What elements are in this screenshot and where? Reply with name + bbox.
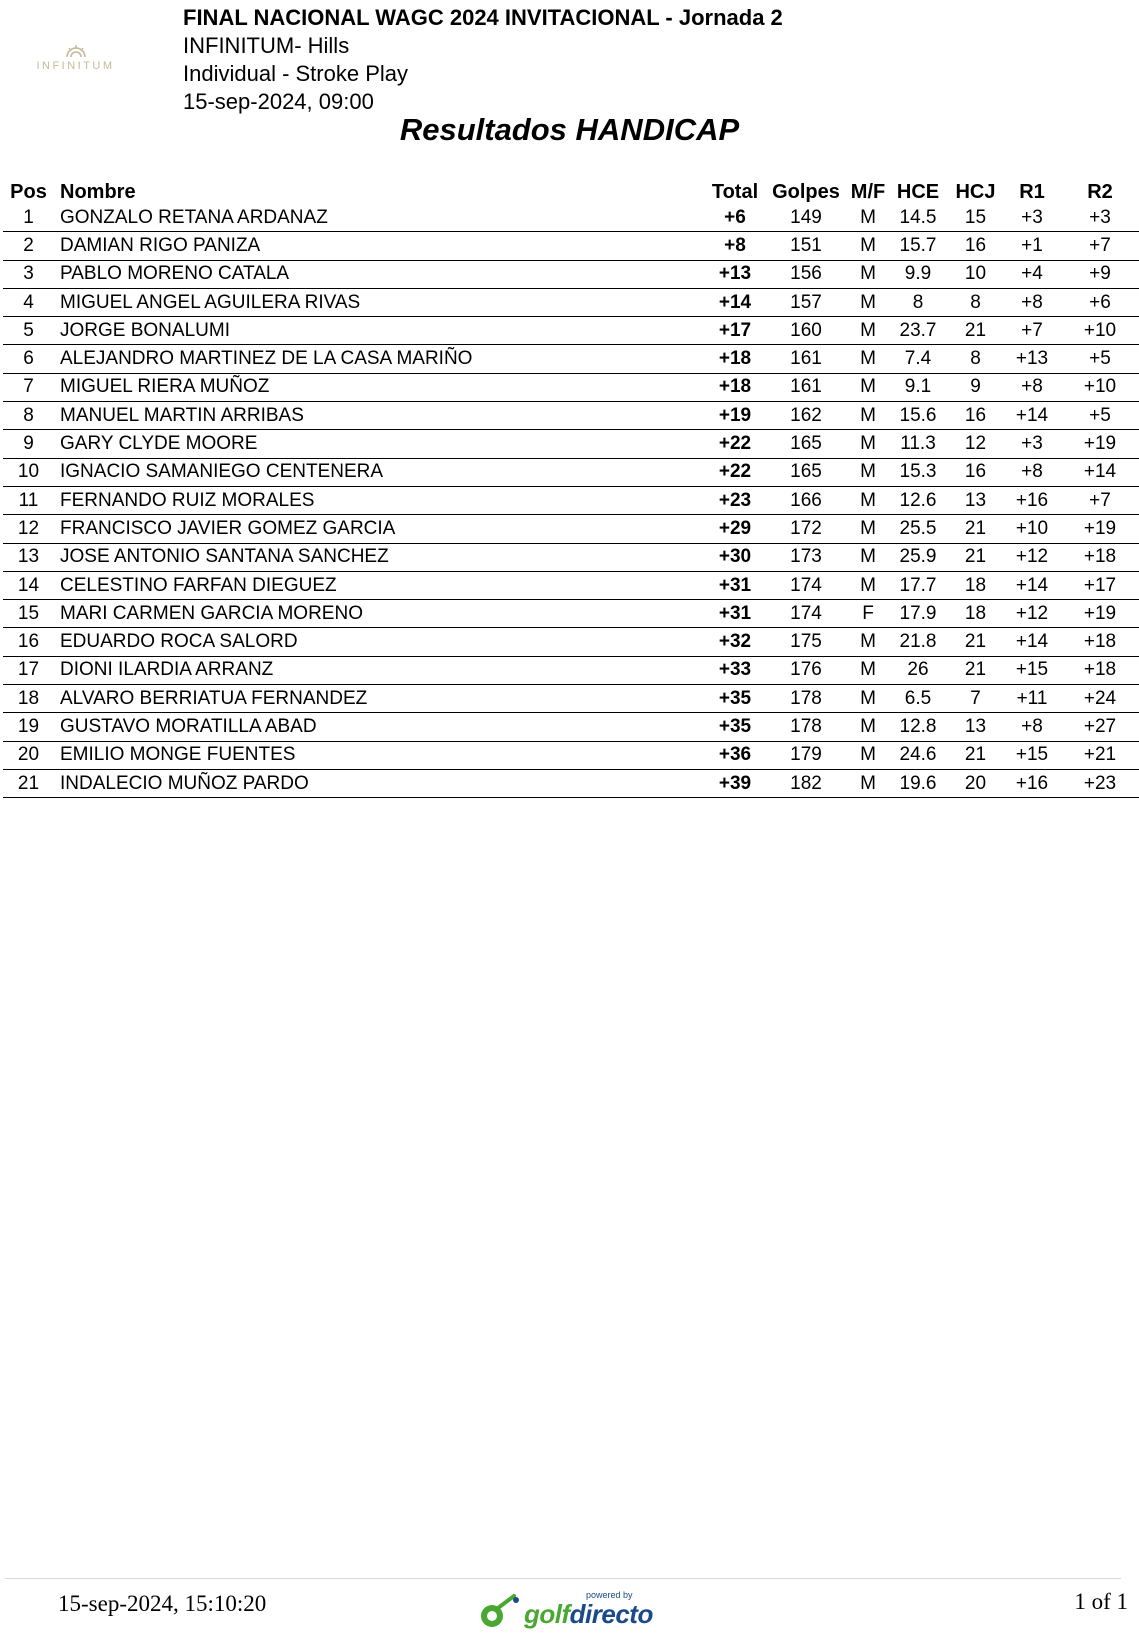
cell-hcj: 18 <box>948 600 1003 628</box>
cell-r2: +10 <box>1061 317 1139 345</box>
cell-r2: +9 <box>1061 260 1139 288</box>
table-row <box>3 571 1139 599</box>
cell-r2: +18 <box>1061 656 1139 684</box>
cell-r2: +5 <box>1061 345 1139 373</box>
cell-total: +39 <box>706 769 764 797</box>
cell-mf: M <box>848 317 888 345</box>
cell-nombre: JOSE ANTONIO SANTANA SANCHEZ <box>54 543 706 571</box>
table-header-row <box>3 176 1139 204</box>
cell-total: +32 <box>706 628 764 656</box>
cell-total: +18 <box>706 345 764 373</box>
cell-hcj: 16 <box>948 402 1003 430</box>
cell-r1: +12 <box>1003 600 1061 628</box>
cell-r1: +8 <box>1003 288 1061 316</box>
cell-r2: +18 <box>1061 543 1139 571</box>
cell-hcj: 16 <box>948 232 1003 260</box>
cell-mf: M <box>848 232 888 260</box>
table-row <box>3 628 1139 656</box>
cell-nombre: MARI CARMEN GARCIA MORENO <box>54 600 706 628</box>
cell-golpes: 157 <box>764 288 848 316</box>
cell-hcj: 20 <box>948 769 1003 797</box>
cell-hcj: 13 <box>948 486 1003 514</box>
cell-mf: M <box>848 741 888 769</box>
cell-hcj: 21 <box>948 656 1003 684</box>
cell-pos: 3 <box>3 260 54 288</box>
cell-r1: +14 <box>1003 571 1061 599</box>
cell-hce: 23.7 <box>888 317 948 345</box>
cell-total: +6 <box>706 204 764 232</box>
cell-r1: +14 <box>1003 402 1061 430</box>
cell-mf: M <box>848 430 888 458</box>
powered-by-text: powered by <box>586 1590 633 1600</box>
cell-r2: +18 <box>1061 628 1139 656</box>
cell-r2: +7 <box>1061 486 1139 514</box>
cell-hcj: 21 <box>948 515 1003 543</box>
cell-golpes: 182 <box>764 769 848 797</box>
cell-golpes: 179 <box>764 741 848 769</box>
cell-nombre: EMILIO MONGE FUENTES <box>54 741 706 769</box>
cell-r2: +24 <box>1061 685 1139 713</box>
cell-hce: 9.1 <box>888 373 948 401</box>
infinitum-logo <box>28 44 123 72</box>
table-row <box>3 232 1139 260</box>
cell-pos: 15 <box>3 600 54 628</box>
col-hce: HCE <box>896 181 940 203</box>
cell-hce: 8 <box>888 288 948 316</box>
table-row <box>3 260 1139 288</box>
cell-total: +36 <box>706 741 764 769</box>
cell-hce: 17.7 <box>888 571 948 599</box>
cell-nombre: EDUARDO ROCA SALORD <box>54 628 706 656</box>
cell-total: +13 <box>706 260 764 288</box>
cell-golpes: 174 <box>764 600 848 628</box>
cell-mf: M <box>848 402 888 430</box>
cell-total: +29 <box>706 515 764 543</box>
table-row <box>3 288 1139 316</box>
cell-r1: +12 <box>1003 543 1061 571</box>
sunrise-icon <box>65 44 87 58</box>
cell-r1: +11 <box>1003 685 1061 713</box>
cell-total: +35 <box>706 685 764 713</box>
cell-r1: +10 <box>1003 515 1061 543</box>
cell-hcj: 8 <box>948 288 1003 316</box>
round-datetime: 15-sep-2024, 09:00 <box>183 89 374 114</box>
cell-total: +31 <box>706 600 764 628</box>
cell-hce: 26 <box>888 656 948 684</box>
golfdirecto-brand <box>478 1590 653 1630</box>
printed-datetime: 15-sep-2024, 15:10:20 <box>58 1591 267 1616</box>
cell-mf: M <box>848 571 888 599</box>
cell-pos: 17 <box>3 656 54 684</box>
tournament-title: FINAL NACIONAL WAGC 2024 INVITACIONAL - Jornada 2 <box>183 5 783 30</box>
cell-hce: 24.6 <box>888 741 948 769</box>
cell-r2: +3 <box>1061 204 1139 232</box>
table-row <box>3 543 1139 571</box>
cell-golpes: 178 <box>764 713 848 741</box>
cell-total: +8 <box>706 232 764 260</box>
cell-hce: 6.5 <box>888 685 948 713</box>
logo-text: INFINITUM <box>36 60 115 72</box>
cell-pos: 16 <box>3 628 54 656</box>
table-row <box>3 741 1139 769</box>
cell-r1: +14 <box>1003 628 1061 656</box>
cell-pos: 8 <box>3 402 54 430</box>
col-mf: M/F <box>850 181 886 203</box>
cell-hce: 25.5 <box>888 515 948 543</box>
cell-pos: 14 <box>3 571 54 599</box>
cell-pos: 9 <box>3 430 54 458</box>
cell-hce: 15.6 <box>888 402 948 430</box>
cell-mf: M <box>848 543 888 571</box>
cell-nombre: PABLO MORENO CATALA <box>54 260 706 288</box>
cell-mf: M <box>848 685 888 713</box>
cell-nombre: DIONI ILARDIA ARRANZ <box>54 656 706 684</box>
cell-hcj: 13 <box>948 713 1003 741</box>
table-row <box>3 713 1139 741</box>
cell-golpes: 172 <box>764 515 848 543</box>
cell-r2: +14 <box>1061 458 1139 486</box>
cell-mf: M <box>848 204 888 232</box>
cell-mf: M <box>848 713 888 741</box>
cell-total: +19 <box>706 402 764 430</box>
cell-golpes: 149 <box>764 204 848 232</box>
cell-golpes: 173 <box>764 543 848 571</box>
cell-nombre: DAMIAN RIGO PANIZA <box>54 232 706 260</box>
cell-mf: M <box>848 628 888 656</box>
cell-pos: 11 <box>3 486 54 514</box>
cell-hcj: 15 <box>948 204 1003 232</box>
table-row <box>3 373 1139 401</box>
cell-nombre: FRANCISCO JAVIER GOMEZ GARCIA <box>54 515 706 543</box>
col-total: Total <box>711 181 759 203</box>
brand-directo: directo <box>569 1599 653 1629</box>
cell-mf: M <box>848 345 888 373</box>
table-row <box>3 458 1139 486</box>
page-number: 1 of 1 <box>1074 1589 1128 1614</box>
cell-total: +22 <box>706 458 764 486</box>
cell-hce: 11.3 <box>888 430 948 458</box>
cell-golpes: 161 <box>764 373 848 401</box>
cell-nombre: ALVARO BERRIATUA FERNANDEZ <box>54 685 706 713</box>
cell-pos: 4 <box>3 288 54 316</box>
cell-hce: 21.8 <box>888 628 948 656</box>
cell-hcj: 8 <box>948 345 1003 373</box>
golfer-icon <box>478 1594 524 1630</box>
cell-total: +30 <box>706 543 764 571</box>
cell-r1: +3 <box>1003 204 1061 232</box>
cell-hce: 7.4 <box>888 345 948 373</box>
cell-r1: +16 <box>1003 769 1061 797</box>
table-row <box>3 204 1139 232</box>
col-golpes: Golpes <box>772 181 840 203</box>
cell-nombre: GUSTAVO MORATILLA ABAD <box>54 713 706 741</box>
cell-hcj: 21 <box>948 628 1003 656</box>
cell-nombre: IGNACIO SAMANIEGO CENTENERA <box>54 458 706 486</box>
cell-r2: +17 <box>1061 571 1139 599</box>
cell-r1: +7 <box>1003 317 1061 345</box>
cell-r1: +1 <box>1003 232 1061 260</box>
cell-hcj: 12 <box>948 430 1003 458</box>
cell-golpes: 176 <box>764 656 848 684</box>
cell-hce: 9.9 <box>888 260 948 288</box>
cell-pos: 21 <box>3 769 54 797</box>
report-header <box>183 4 783 116</box>
cell-pos: 12 <box>3 515 54 543</box>
cell-pos: 13 <box>3 543 54 571</box>
cell-total: +31 <box>706 571 764 599</box>
cell-mf: M <box>848 656 888 684</box>
cell-r1: +8 <box>1003 458 1061 486</box>
cell-nombre: FERNANDO RUIZ MORALES <box>54 486 706 514</box>
cell-nombre: CELESTINO FARFAN DIEGUEZ <box>54 571 706 599</box>
cell-hcj: 18 <box>948 571 1003 599</box>
cell-r1: +3 <box>1003 430 1061 458</box>
cell-nombre: MIGUEL ANGEL AGUILERA RIVAS <box>54 288 706 316</box>
cell-mf: M <box>848 260 888 288</box>
cell-pos: 19 <box>3 713 54 741</box>
cell-hce: 19.6 <box>888 769 948 797</box>
results-body <box>3 204 1139 798</box>
table-row <box>3 600 1139 628</box>
results-subtitle: Resultados HANDICAP <box>399 112 740 147</box>
cell-hcj: 21 <box>948 543 1003 571</box>
cell-r2: +7 <box>1061 232 1139 260</box>
cell-r2: +5 <box>1061 402 1139 430</box>
table-row <box>3 345 1139 373</box>
cell-r1: +15 <box>1003 656 1061 684</box>
cell-pos: 18 <box>3 685 54 713</box>
cell-r2: +10 <box>1061 373 1139 401</box>
table-row <box>3 402 1139 430</box>
table-row <box>3 656 1139 684</box>
cell-total: +22 <box>706 430 764 458</box>
cell-total: +14 <box>706 288 764 316</box>
cell-pos: 2 <box>3 232 54 260</box>
cell-pos: 5 <box>3 317 54 345</box>
cell-nombre: MANUEL MARTIN ARRIBAS <box>54 402 706 430</box>
cell-golpes: 151 <box>764 232 848 260</box>
brand-name <box>524 1599 653 1630</box>
cell-nombre: GARY CLYDE MOORE <box>54 430 706 458</box>
cell-total: +18 <box>706 373 764 401</box>
cell-nombre: JORGE BONALUMI <box>54 317 706 345</box>
cell-nombre: MIGUEL RIERA MUÑOZ <box>54 373 706 401</box>
cell-golpes: 178 <box>764 685 848 713</box>
footer-divider <box>5 1578 1121 1579</box>
cell-hce: 25.9 <box>888 543 948 571</box>
cell-golpes: 160 <box>764 317 848 345</box>
cell-golpes: 162 <box>764 402 848 430</box>
cell-total: +35 <box>706 713 764 741</box>
cell-golpes: 165 <box>764 458 848 486</box>
cell-r2: +23 <box>1061 769 1139 797</box>
cell-hce: 15.3 <box>888 458 948 486</box>
col-nombre: Nombre <box>60 181 136 203</box>
cell-golpes: 165 <box>764 430 848 458</box>
cell-pos: 6 <box>3 345 54 373</box>
course-name: INFINITUM- Hills <box>183 33 350 58</box>
table-row <box>3 317 1139 345</box>
cell-hcj: 21 <box>948 317 1003 345</box>
cell-r2: +19 <box>1061 430 1139 458</box>
cell-r1: +13 <box>1003 345 1061 373</box>
cell-golpes: 166 <box>764 486 848 514</box>
results-table <box>3 176 1139 798</box>
cell-hcj: 9 <box>948 373 1003 401</box>
cell-hcj: 10 <box>948 260 1003 288</box>
cell-golpes: 156 <box>764 260 848 288</box>
cell-mf: M <box>848 458 888 486</box>
table-row <box>3 515 1139 543</box>
col-hcj: HCJ <box>955 181 996 203</box>
cell-golpes: 174 <box>764 571 848 599</box>
brand-golf: golf <box>524 1599 570 1629</box>
cell-r2: +19 <box>1061 515 1139 543</box>
cell-mf: M <box>848 769 888 797</box>
cell-pos: 1 <box>3 204 54 232</box>
cell-mf: M <box>848 486 888 514</box>
cell-total: +23 <box>706 486 764 514</box>
cell-hce: 17.9 <box>888 600 948 628</box>
col-r1: R1 <box>1019 181 1045 203</box>
cell-r1: +8 <box>1003 373 1061 401</box>
cell-hce: 15.7 <box>888 232 948 260</box>
col-r2: R2 <box>1087 181 1113 203</box>
cell-pos: 7 <box>3 373 54 401</box>
cell-hcj: 7 <box>948 685 1003 713</box>
col-pos: Pos <box>10 181 47 203</box>
table-row <box>3 685 1139 713</box>
cell-r1: +4 <box>1003 260 1061 288</box>
cell-nombre: INDALECIO MUÑOZ PARDO <box>54 769 706 797</box>
cell-r2: +27 <box>1061 713 1139 741</box>
cell-nombre: GONZALO RETANA ARDANAZ <box>54 204 706 232</box>
cell-nombre: ALEJANDRO MARTINEZ DE LA CASA MARIÑO <box>54 345 706 373</box>
cell-r1: +15 <box>1003 741 1061 769</box>
table-row <box>3 769 1139 797</box>
cell-total: +17 <box>706 317 764 345</box>
cell-golpes: 175 <box>764 628 848 656</box>
cell-hce: 14.5 <box>888 204 948 232</box>
table-row <box>3 486 1139 514</box>
cell-hcj: 16 <box>948 458 1003 486</box>
cell-mf: M <box>848 288 888 316</box>
cell-hcj: 21 <box>948 741 1003 769</box>
cell-mf: F <box>848 600 888 628</box>
cell-r2: +6 <box>1061 288 1139 316</box>
cell-golpes: 161 <box>764 345 848 373</box>
table-row <box>3 430 1139 458</box>
cell-r2: +21 <box>1061 741 1139 769</box>
cell-r1: +16 <box>1003 486 1061 514</box>
game-format: Individual - Stroke Play <box>183 61 408 86</box>
cell-r1: +8 <box>1003 713 1061 741</box>
cell-r2: +19 <box>1061 600 1139 628</box>
cell-hce: 12.6 <box>888 486 948 514</box>
cell-pos: 20 <box>3 741 54 769</box>
cell-pos: 10 <box>3 458 54 486</box>
cell-mf: M <box>848 373 888 401</box>
cell-hce: 12.8 <box>888 713 948 741</box>
cell-total: +33 <box>706 656 764 684</box>
cell-mf: M <box>848 515 888 543</box>
